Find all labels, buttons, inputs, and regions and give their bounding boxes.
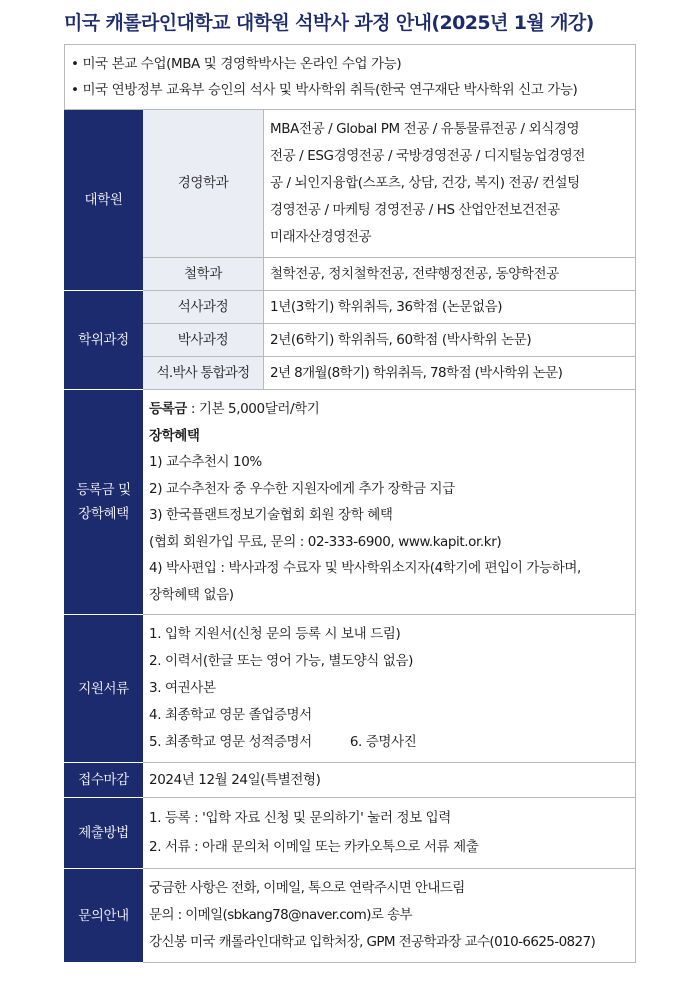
- scholarship-title: 장학혜택: [149, 427, 200, 444]
- deadline-value: 2024년 12월 24일(특별전형): [143, 763, 636, 798]
- majors-line: 공 / 뇌인지융합(스포츠, 상담, 건강, 복지) 전공/ 컨설팅: [270, 175, 580, 191]
- document-item: 6. 증명사진: [349, 734, 417, 750]
- degree-name: 석사과정: [143, 291, 264, 324]
- scholarship-line: 장학혜택 없음): [149, 586, 234, 603]
- majors-line: 미래자산경영전공: [270, 229, 372, 245]
- intro-bullet: • 미국 본교 수업(MBA 및 경영학박사는 온라인 수업 가능): [71, 56, 402, 72]
- inquiry-row: [65, 869, 636, 963]
- submission-item: 1. 등록 : '입학 자료 신청 및 문의하기' 눌러 정보 입력: [149, 810, 451, 826]
- deadline-header: 접수마감: [65, 763, 143, 798]
- program-info-table: [64, 44, 636, 963]
- degree-header: 학위과정: [65, 291, 143, 390]
- document-item: 2. 이력서(한글 또는 영어 가능, 별도양식 없음): [149, 653, 413, 669]
- scholarship-line: 3) 한국플랜트정보기술협회 회원 장학 혜택: [149, 507, 393, 523]
- degree-value: 1년(3학기) 학위취득, 36학점 (논문없음): [264, 291, 636, 324]
- documents-row: [65, 615, 636, 763]
- page-title: 미국 캐롤라인대학교 대학원 석박사 과정 안내(2025년 1월 개강): [64, 12, 594, 34]
- tuition-content: [143, 390, 636, 615]
- intro-bullet: • 미국 연방정부 교육부 승인의 석사 및 박사학위 취득(한국 연구재단 박사학위 신고 가능): [71, 82, 578, 98]
- scholarship-line: (협회 회원가입 무료, 문의 : 02-333-6900, www.kapit.or.kr): [149, 533, 502, 550]
- submission-header: 제출방법: [65, 798, 143, 869]
- intro-cell: [65, 45, 636, 110]
- inquiry-header: 문의안내: [65, 869, 143, 963]
- graduate-header: 대학원: [65, 110, 143, 291]
- degree-value: 2년(6학기) 학위취득, 60학점 (박사학위 논문): [264, 324, 636, 357]
- inquiry-content: [143, 869, 636, 963]
- document-item-pair: [149, 729, 629, 756]
- tuition-fee-value: : 기본 5,000달러/학기: [186, 401, 320, 417]
- tuition-fee-label: 등록금: [149, 401, 187, 417]
- scholarship-line: 2) 교수추천자 중 우수한 지원자에게 추가 장학금 지급: [149, 480, 455, 497]
- tuition-header-line: 등록금 및: [76, 482, 131, 498]
- majors-line: 경영전공 / 마케팅 경영전공 / HS 산업안전보건전공: [270, 202, 560, 218]
- degree-name: 박사과정: [143, 324, 264, 357]
- degree-row-doctor: [65, 324, 636, 357]
- majors-line: MBA전공 / Global PM 전공 / 유통물류전공 / 외식경영: [270, 121, 580, 137]
- business-majors: [264, 110, 636, 258]
- degree-row-master: [65, 291, 636, 324]
- majors-line: 전공 / ESG경영전공 / 국방경영전공 / 디지털농업경영전: [270, 148, 585, 164]
- submission-content: [143, 798, 636, 869]
- philosophy-majors: 철학전공, 정치철학전공, 전략행정전공, 동양학전공: [264, 258, 636, 291]
- degree-row-integrated: [65, 357, 636, 390]
- document-item: 5. 최종학교 영문 성적증명서: [149, 734, 312, 750]
- documents-content: [143, 615, 636, 763]
- document-item: 4. 최종학교 영문 졸업증명서: [149, 707, 312, 723]
- documents-header: 지원서류: [65, 615, 143, 763]
- deadline-row: [65, 763, 636, 798]
- philosophy-dept-label: 철학과: [143, 258, 264, 291]
- submission-item: 2. 서류 : 아래 문의처 이메일 또는 카카오톡으로 서류 제출: [149, 839, 479, 855]
- inquiry-line: 강신봉 미국 캐롤라인대학교 입학처장, GPM 전공학과장 교수(010-6625-0827): [149, 934, 596, 950]
- business-dept-label: 경영학과: [143, 110, 264, 258]
- graduate-row-business: [65, 110, 636, 258]
- tuition-header-line: 장학혜택: [78, 506, 129, 522]
- degree-value: 2년 8개월(8학기) 학위취득, 78학점 (박사학위 논문): [264, 357, 636, 390]
- scholarship-line: 4) 박사편입 : 박사과정 수료자 및 박사학위소지자(4학기에 편입이 가능하며,: [149, 560, 581, 576]
- inquiry-line: 궁금한 사항은 전화, 이메일, 톡으로 연락주시면 안내드림: [149, 880, 465, 896]
- tuition-row: [65, 390, 636, 615]
- intro-row: [65, 45, 636, 110]
- document-item: 1. 입학 지원서(신청 문의 등록 시 보내 드림): [149, 626, 401, 642]
- graduate-row-philosophy: [65, 258, 636, 291]
- document-item: 3. 여권사본: [149, 680, 216, 696]
- inquiry-line: 문의 : 이메일(sbkang78@naver.com)로 송부: [149, 907, 412, 923]
- tuition-header: [65, 390, 143, 615]
- degree-name: 석.박사 통합과정: [143, 357, 264, 390]
- scholarship-line: 1) 교수추천시 10%: [149, 454, 262, 470]
- tuition-fee: [149, 396, 629, 423]
- submission-row: [65, 798, 636, 869]
